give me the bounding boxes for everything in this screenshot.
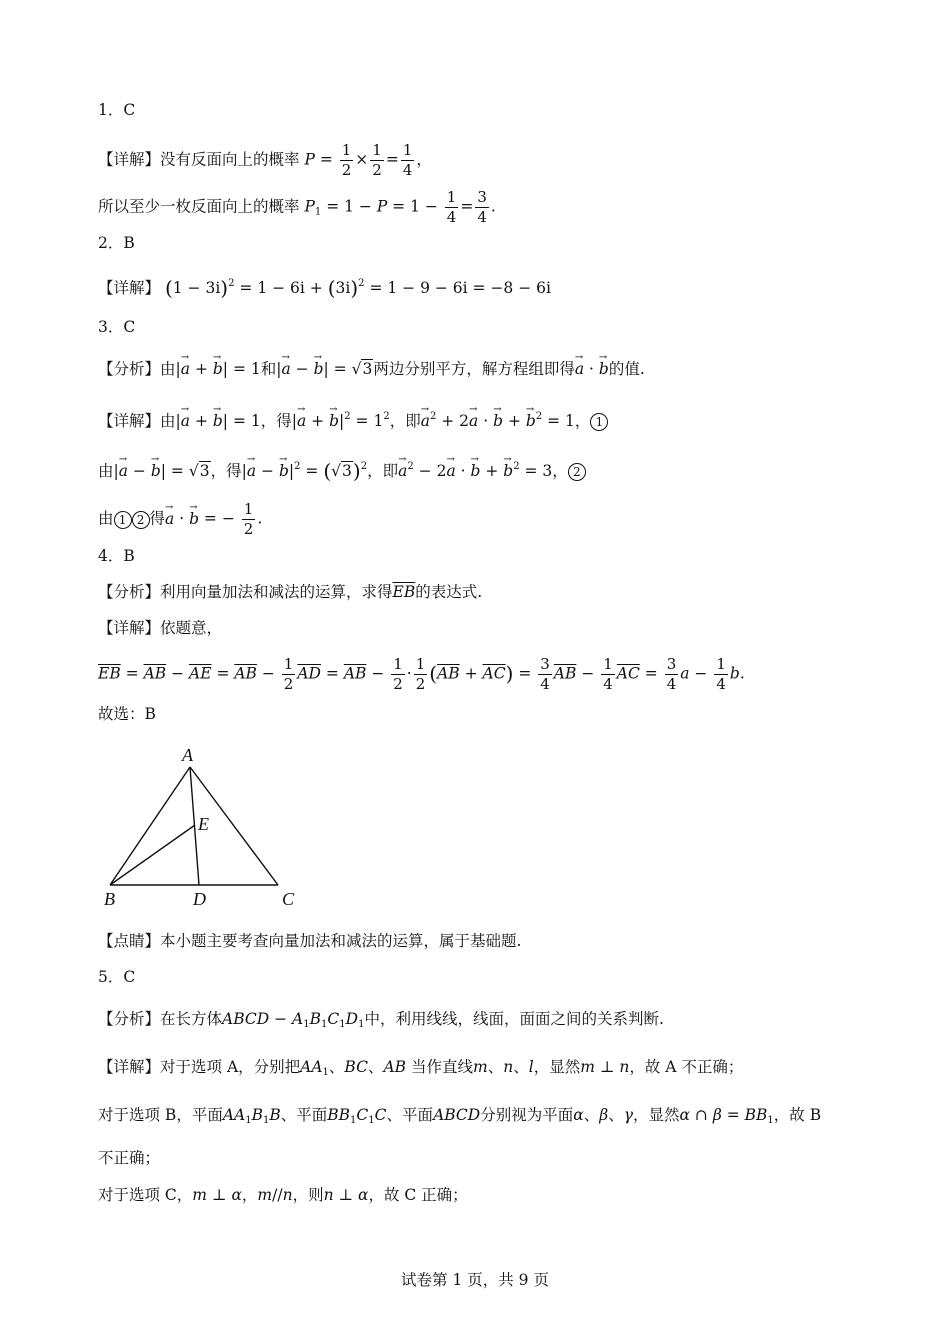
q3-detail-line3: 由 1 2 得→ a · → b = − $\frac{1}{2}$ . <box>98 502 262 537</box>
detail-tag: 【详解】 <box>98 1058 161 1076</box>
comment-tag: 【点睛】 <box>98 932 161 950</box>
detail-tag: 【详解】 <box>98 412 161 430</box>
analysis-tag: 【分析】 <box>98 360 161 378</box>
q3-analysis: 【分析】由|→ a + → b| = 1和|→ a − → b| = √3两边分别平方，解方程组即得→ a · → b的值. <box>98 358 645 380</box>
analysis-tag: 【分析】 <box>98 1010 161 1028</box>
label-a: A <box>182 745 193 765</box>
label-c: C <box>282 889 295 909</box>
label-b: B <box>104 889 115 909</box>
q3-title: 3．C <box>98 318 136 336</box>
q4-detail: 【详解】依题意， <box>98 619 223 637</box>
edge-ab <box>110 767 190 885</box>
q4-analysis: 【分析】利用向量加法和减法的运算，求得$\overline{EB}$的表达式. <box>98 583 483 601</box>
detail-tag: 【详解】 <box>98 619 161 637</box>
q4-equation: $\overline{EB} = \overline{AB} - \overline{AE} = \overline{AB}$ − $\frac{1}{2}$ $\overline{AD} = \overline{AB}$ − $\frac{1}{2}$ · $\frac{1}{2}$ $(\overline{AB} + \overline{AC})$ = $\frac{3}{4}$ $\overline{AB}$ − $\frac{1}{4}$ $\overline{AC}$ = $\frac{3}{4}$ a − $\frac{1}{4}$ b. <box>98 655 745 693</box>
circled-two: 2 <box>568 463 586 481</box>
q4-comment: 【点睛】本小题主要考查向量加法和减法的运算，属于基础题. <box>98 932 522 950</box>
q5-detail-a: 【详解】对于选项 A，分别把$AA_1$、BC、AB 当作直线m、n、l，显然m ⊥ n，故 A 不正确； <box>98 1058 744 1078</box>
q5-detail-b: 对于选项 B，平面$AA_1B_1B$、平面$BB_1C_1C$、平面ABCD分别视为平面α、β、γ，显然α ∩ $\beta = BB_1$，故 B <box>98 1106 822 1126</box>
analysis-tag: 【分析】 <box>98 583 161 601</box>
q3-detail-line1: 【详解】由|→ a + → b| = 1，得|→ a + → $b|^2 = 1^2$，即→ $a^2 + 2\to a$ · → b + → $b^2 = 1$， 1 <box>98 406 608 432</box>
q1-title: 1．C <box>98 101 136 119</box>
q5-detail-c: 对于选项 C，m ⊥ α，m//n，则n ⊥ α，故 C 正确； <box>98 1186 468 1204</box>
q3-detail-line2: 由|→ a − → b| = √3，得|→ a − → $b|^2 = (√3)^2$，即→ $a^2 - 2\to a$ · → b + → $b^2 = 3$， 2 <box>98 456 586 482</box>
q5-title: 5．C <box>98 968 136 986</box>
q1-detail-line2: 所以至少一枚反面向上的概率 $P_1 = 1 - P = 1$ − $\frac{1}{4}$ = $\frac{3}{4}$ . <box>98 188 496 226</box>
q5-analysis: 【分析】在长方体ABCD − $A_1B_1C_1D_1$中，利用线线，线面，面面之间的关系判断. <box>98 1010 664 1030</box>
q2-detail: 【详解】 $(1 - 3i)^2 = 1 - 6i + (3i)^2 = 1 - 9 - 6i = -8 - 6i$ <box>98 276 551 300</box>
circled-one: 1 <box>590 413 608 431</box>
q4-choice: 故选：B <box>98 705 156 723</box>
triangle-figure <box>98 740 318 915</box>
page-footer: 试卷第 1 页，共 9 页 <box>401 1271 549 1289</box>
detail-tag: 【详解】 <box>98 279 161 297</box>
q2-title: 2．B <box>98 234 135 252</box>
q4-title: 4．B <box>98 547 135 565</box>
label-e: E <box>198 814 209 834</box>
detail-tag: 【详解】 <box>98 150 161 169</box>
segment-be <box>110 825 195 885</box>
q5-detail-b-cont: 不正确； <box>98 1149 161 1167</box>
label-d: D <box>193 889 206 909</box>
q1-detail-line1: 【详解】没有反面向上的概率 P = $\frac{1}{2}$ × $\frac{1}{2}$ = $\frac{1}{4}$ ， <box>98 141 432 179</box>
